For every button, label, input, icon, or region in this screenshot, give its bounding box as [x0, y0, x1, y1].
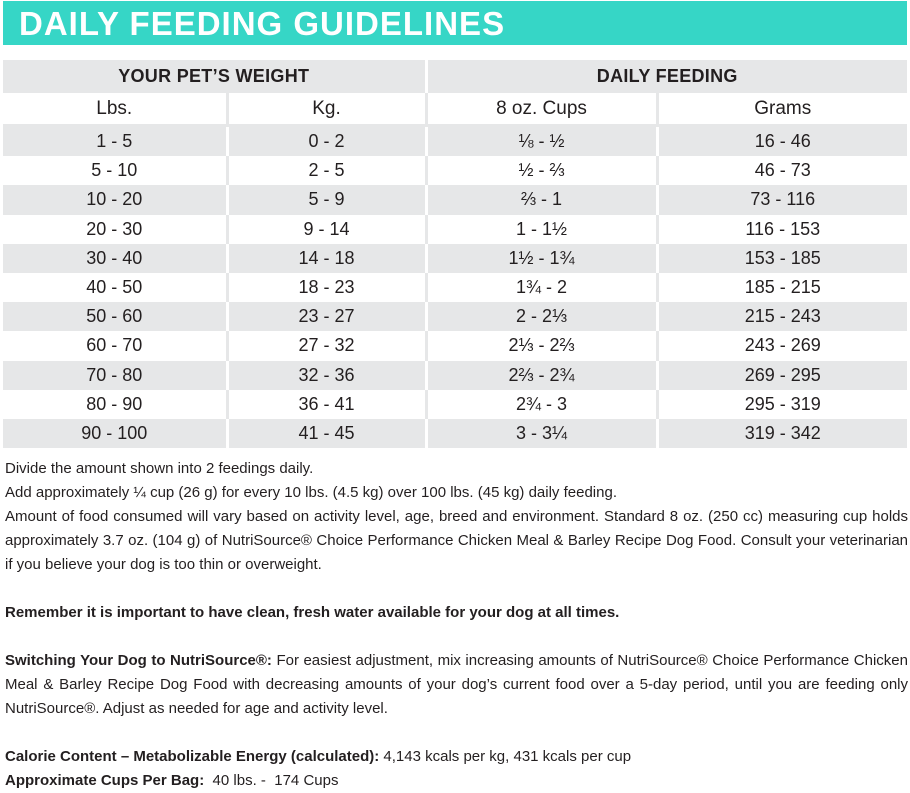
cell-lbs: 10 - 20	[3, 185, 227, 214]
cell-cups: 2¾ - 3	[426, 390, 657, 419]
cell-kg: 0 - 2	[227, 126, 426, 157]
table-row	[3, 126, 907, 157]
feeding-notes	[5, 457, 908, 793]
note-over-100-lbs: Add approximately ¼ cup (26 g) for every 10 lbs. (4.5 kg) over 100 lbs. (45 kg) daily feeding.	[5, 484, 617, 501]
spacer	[5, 721, 908, 745]
table-row	[3, 331, 907, 360]
cups-label: Approximate Cups Per Bag:	[5, 772, 205, 789]
cell-lbs: 1 - 5	[3, 126, 227, 157]
cell-cups: 3 - 3¼	[426, 419, 657, 448]
cups-text: 40 lbs. - 174 Cups	[204, 772, 339, 789]
cell-kg: 2 - 5	[227, 156, 426, 185]
table-row	[3, 244, 907, 273]
cell-grams: 243 - 269	[657, 331, 907, 360]
cell-kg: 27 - 32	[227, 331, 426, 360]
cell-lbs: 90 - 100	[3, 419, 227, 448]
cell-grams: 46 - 73	[657, 156, 907, 185]
cell-cups: ⅔ - 1	[426, 185, 657, 214]
group-header-row	[3, 60, 907, 93]
cell-kg: 36 - 41	[227, 390, 426, 419]
cell-cups: ½ - ⅔	[426, 156, 657, 185]
spacer	[5, 625, 908, 649]
cell-lbs: 50 - 60	[3, 302, 227, 331]
column-header-lbs: Lbs.	[3, 93, 227, 126]
switching-label: Switching Your Dog to NutriSource®:	[5, 652, 272, 669]
table-row	[3, 390, 907, 419]
note-divide-feedings: Divide the amount shown into 2 feedings daily.	[5, 460, 314, 477]
cell-cups: 1¾ - 2	[426, 273, 657, 302]
table-row	[3, 156, 907, 185]
note-calorie-content	[5, 745, 908, 769]
cell-kg: 5 - 9	[227, 185, 426, 214]
cell-grams: 269 - 295	[657, 361, 907, 390]
table-row	[3, 302, 907, 331]
column-header-grams: Grams	[657, 93, 907, 126]
cell-lbs: 80 - 90	[86, 393, 143, 414]
cell-grams: 319 - 342	[657, 419, 907, 448]
group-header-weight: YOUR PET’S WEIGHT	[3, 60, 426, 93]
table-row	[3, 215, 907, 244]
cell-lbs: 40 - 50	[86, 277, 143, 298]
cell-grams: 16 - 46	[657, 126, 907, 157]
cell-lbs: 20 - 30	[86, 218, 143, 239]
cell-lbs: 5 - 10	[91, 160, 138, 181]
table-row	[3, 273, 907, 302]
note-cups-per-bag	[5, 769, 908, 793]
cell-grams: 73 - 116	[657, 185, 907, 214]
cell-cups: 1½ - 1¾	[426, 244, 657, 273]
spacer	[5, 577, 908, 601]
page-title: DAILY FEEDING GUIDELINES	[19, 5, 506, 42]
switching-text: For easiest adjustment, mix increasing amounts of NutriSource® Choice Performance Chicken Meal & Barley Recipe Dog Food with decreasing amounts of your dog’s current food over a 5-day period, until you are feeding only NutriSource®. Adjust as needed for age and activity level.	[5, 652, 908, 717]
cell-grams: 215 - 243	[657, 302, 907, 331]
cell-cups: 1 - 1½	[426, 215, 657, 244]
cell-lbs: 30 - 40	[3, 244, 227, 273]
table-row	[3, 361, 907, 390]
cell-cups: 2⅓ - 2⅔	[426, 331, 657, 360]
cell-kg: 41 - 45	[227, 419, 426, 448]
cell-grams: 295 - 319	[657, 390, 907, 419]
feeding-table	[3, 60, 907, 448]
note-consumption: Amount of food consumed will vary based on activity level, age, breed and environment. Standard 8 oz. (250 cc) measuring cup holds approximately 3.7 oz. (104 g) of NutriSource® Choice Performance Chicken Meal & Barley Recipe Dog Food. Consult your veterinarian if you believe your dog is too thin or overweight.	[5, 508, 908, 573]
feeding-table-container	[3, 60, 907, 448]
cell-cups: 2⅔ - 2¾	[426, 361, 657, 390]
cell-grams: 116 - 153	[657, 215, 907, 244]
column-header-kg: Kg.	[227, 93, 426, 126]
calorie-text: 4,143 kcals per kg, 431 kcals per cup	[379, 748, 632, 765]
calorie-label: Calorie Content – Metabolizable Energy (calculated):	[5, 748, 380, 765]
cell-cups: ⅛ - ½	[426, 126, 657, 157]
cell-grams: 153 - 185	[657, 244, 907, 273]
table-row	[3, 185, 907, 214]
note-fresh-water: Remember it is important to have clean, fresh water available for your dog at all times.	[5, 604, 620, 621]
title-banner	[3, 1, 907, 45]
cell-grams: 185 - 215	[657, 273, 907, 302]
column-header-cups: 8 oz. Cups	[426, 93, 657, 126]
cell-lbs: 70 - 80	[3, 361, 227, 390]
cell-kg: 18 - 23	[227, 273, 426, 302]
cell-cups: 2 - 2⅓	[426, 302, 657, 331]
table-row	[3, 419, 907, 448]
cell-kg: 9 - 14	[227, 215, 426, 244]
column-header-row	[3, 93, 907, 126]
note-switching	[5, 649, 908, 721]
cell-lbs: 60 - 70	[86, 335, 143, 356]
cell-kg: 14 - 18	[227, 244, 426, 273]
group-header-daily-feeding: DAILY FEEDING	[426, 60, 907, 93]
cell-kg: 23 - 27	[227, 302, 426, 331]
cell-kg: 32 - 36	[227, 361, 426, 390]
